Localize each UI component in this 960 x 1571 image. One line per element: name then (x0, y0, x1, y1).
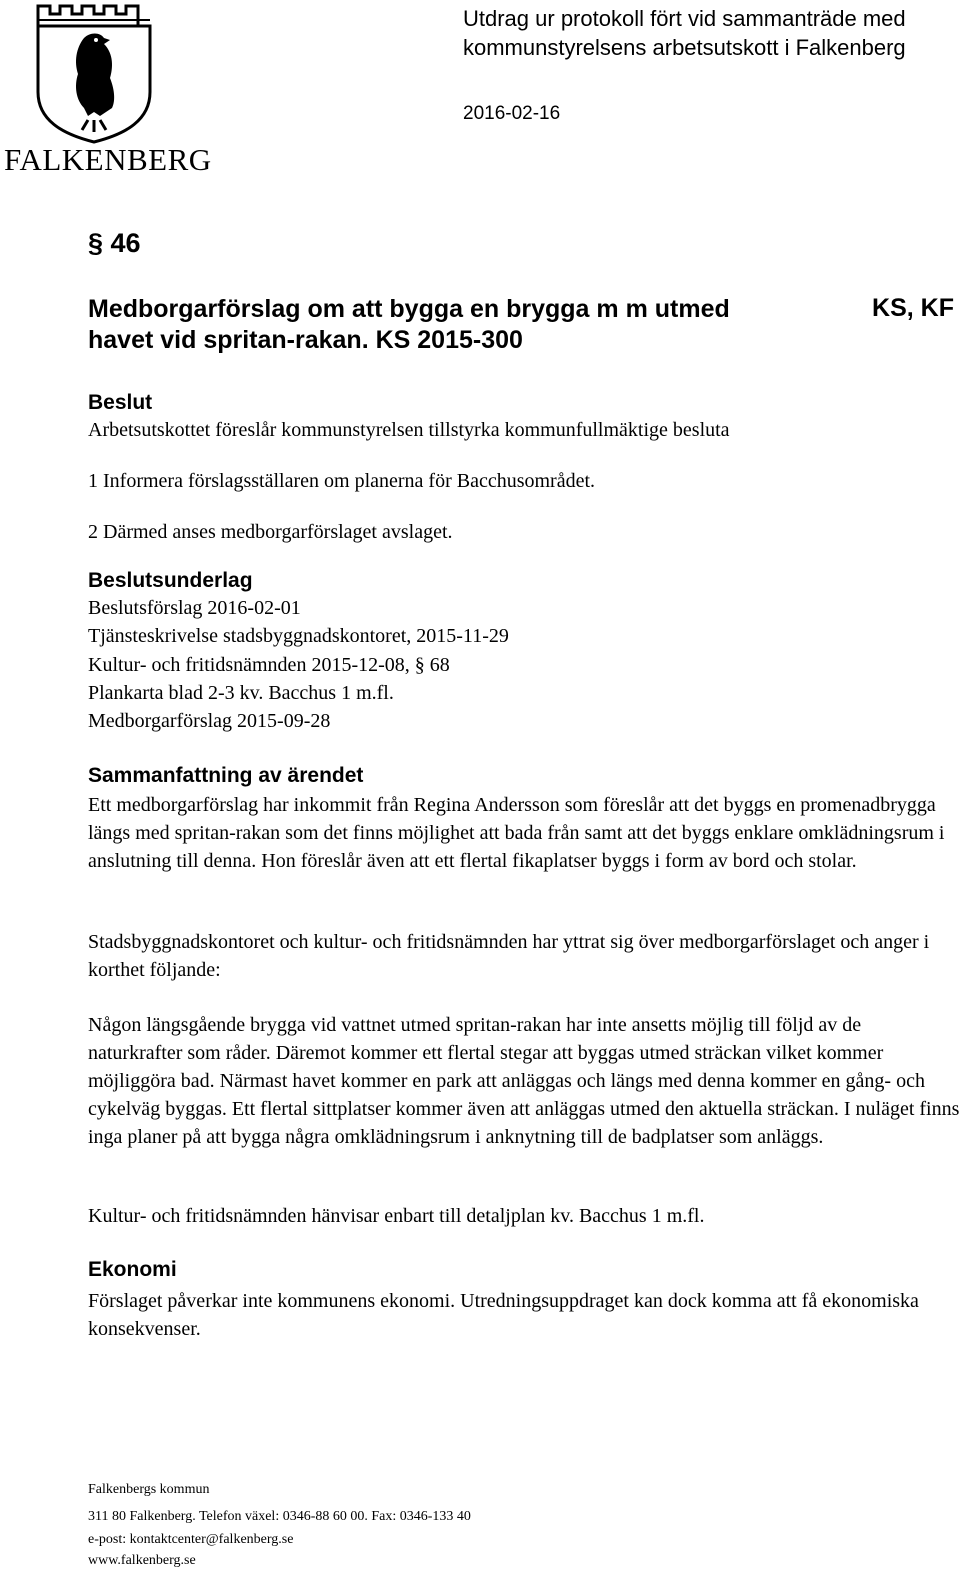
underlag-item: Tjänsteskrivelse stadsbyggnadskontoret, 2015-11-29 (88, 625, 509, 647)
footer-web: www.falkenberg.se (88, 1553, 196, 1568)
ekonomi-heading: Ekonomi (88, 1258, 177, 1281)
falkenberg-crest-icon (30, 4, 158, 144)
beslut-intro: Arbetsutskottet föreslår kommunstyrelsen tillstyrka kommunfullmäktige besluta (88, 419, 730, 441)
underlag-item: Kultur- och fritidsnämnden 2015-12-08, § 68 (88, 654, 450, 676)
underlag-heading: Beslutsunderlag (88, 569, 253, 592)
sammanfattning-heading: Sammanfattning av ärendet (88, 764, 364, 787)
ekonomi-text: Förslaget påverkar inte kommunens ekonomi. Utredningsuppdraget kan dock komma att få ekonomiska konsekvenser. (88, 1290, 919, 1340)
footer-address: 311 80 Falkenberg. Telefon växel: 0346-88 60 00. Fax: 0346-133 40 (88, 1509, 471, 1524)
underlag-item: Plankarta blad 2-3 kv. Bacchus 1 m.fl. (88, 682, 394, 704)
meeting-date: 2016-02-16 (463, 103, 561, 124)
paragraph-number: § 46 (88, 228, 141, 258)
item-title-line2: havet vid spritan-rakan. KS 2015-300 (88, 326, 523, 354)
beslut-heading: Beslut (88, 391, 153, 414)
sammanfattning-paragraph-4: Kultur- och fritidsnämnden hänvisar enbart till detaljplan kv. Bacchus 1 m.fl. (88, 1205, 705, 1227)
footer-org: Falkenbergs kommun (88, 1482, 210, 1497)
falkenberg-logotype: FALKENBERG (4, 142, 212, 177)
beslut-point-2: 2 Därmed anses medborgarförslaget avslaget. (88, 521, 453, 543)
underlag-item: Beslutsförslag 2016-02-01 (88, 597, 301, 619)
beslut-point-1: 1 Informera förslagsställaren om planerna för Bacchusområdet. (88, 470, 596, 492)
page-footer (88, 1479, 471, 1571)
header-title-line1: Utdrag ur protokoll fört vid sammanträde med (463, 6, 906, 31)
sammanfattning-paragraph-3: Någon längsgående brygga vid vattnet utmed spritan-rakan har inte ansetts möjlig till följd av de naturkrafter som råder. Däremot kommer ett flertal stegar att byggas utmed sträckan vilket kommer möjliggöra bad. Närmast havet kommer en park att anläggas och längs med denna kommer en gång- och cykelväg byggas. Ett flertal sittplatser kommer även att anläggas utmed den aktuella sträckan. I nuläget finns inga planer på att bygga några omklädningsrum i anknytning till de badplatser som anläggs. (88, 1014, 960, 1148)
item-recipients: KS, KF (872, 294, 954, 322)
header-title-line2: kommunstyrelsens arbetsutskott i Falkenberg (463, 35, 906, 60)
underlag-item: Medborgarförslag 2015-09-28 (88, 710, 331, 732)
item-title-line1: Medborgarförslag om att bygga en brygga m m utmed (88, 295, 730, 323)
document-header-title (463, 4, 953, 62)
item-title (88, 294, 828, 356)
footer-email: e-post: kontaktcenter@falkenberg.se (88, 1532, 294, 1547)
sammanfattning-paragraph-2: Stadsbyggnadskontoret och kultur- och fritidsnämnden har yttrat sig över medborgarförslaget och anger i korthet följande: (88, 931, 930, 981)
sammanfattning-paragraph-1: Ett medborgarförslag har inkommit från Regina Andersson som föreslår att det byggs en promenadbrygga längs med spritan-rakan som det finns möjlighet att bada från samt att det byggs enklare omklädningsrum i anslutning till denna. Hon föreslår även att ett flertal fikaplatser byggs i form av bord och stolar. (88, 794, 945, 872)
